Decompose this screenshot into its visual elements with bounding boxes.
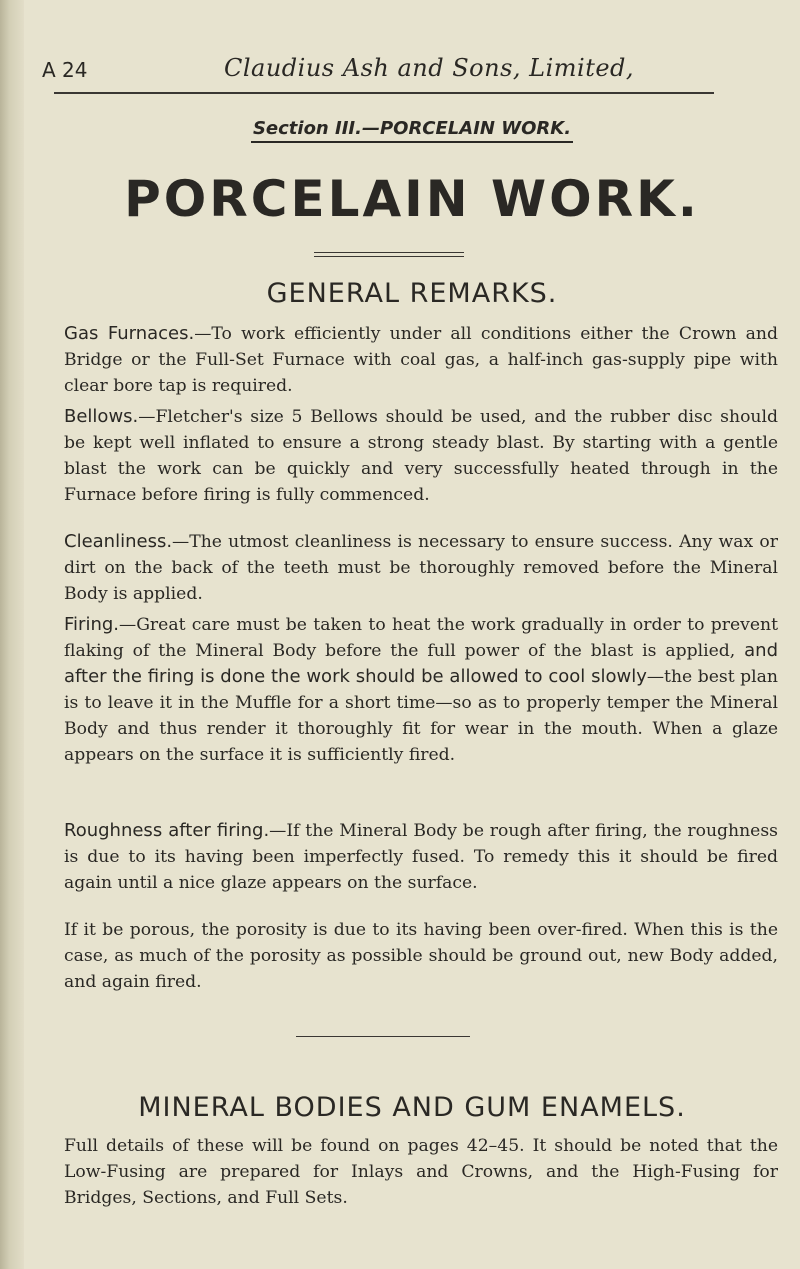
title-divider <box>314 252 464 253</box>
roughness-heading: Roughness after firing. <box>64 820 270 841</box>
firing-heading: Firing. <box>64 614 120 635</box>
section-label: Section III.—PORCELAIN WORK. <box>24 118 800 139</box>
page-header <box>42 52 780 86</box>
firing-emphasis: and after the firing is done the work should be allowed to cool slowly <box>64 640 779 687</box>
page-title: PORCELAIN WORK. <box>124 170 700 228</box>
bellows-heading: Bellows. <box>64 406 139 427</box>
header-rule <box>54 92 714 94</box>
mineral-bodies-paragraph: Full details of these will be found on pages 42–45. It should be noted that the Low-Fusing are prepared for Inlays and Crowns, and the High-Fusing for Bridges, Sections, and Full Sets. <box>64 1136 778 1208</box>
gas-furnaces-paragraph: Gas Furnaces.—To work efficiently under all conditions either the Crown and Bridge or the Full-Set Furnace with coal gas, a half-inch gas-supply pipe with clear bore tap is required. <box>64 323 778 396</box>
porosity-paragraph: If it be porous, the porosity is due to its having been over-fired. When this is the case, as much of the porosity as possible should be ground out, new Body added, and again fired. <box>64 920 778 992</box>
roughness-paragraph: Roughness after firing.—If the Mineral Body be rough after firing, the roughness is due to its having been imperfectly fused. To remedy this it should be fired again until a nice glaze appears on the surface. <box>64 820 778 893</box>
title-divider <box>314 256 464 257</box>
running-title: Claudius Ash and Sons, Limited, <box>224 54 635 82</box>
bellows-paragraph: Bellows.—Fletcher's size 5 Bellows should be used, and the rubber disc should be kept well inflated to ensure a strong steady blast. By starting with a gentle blast the work can be quickly and very successfully heated through in the Furnace before firing is fully commenced. <box>64 406 778 505</box>
mineral-bodies-heading: MINERAL BODIES AND GUM ENAMELS. <box>138 1092 686 1123</box>
general-remarks-heading: GENERAL REMARKS. <box>266 278 558 309</box>
page-number: A 24 <box>42 58 88 82</box>
gas-furnaces-heading: Gas Furnaces. <box>64 323 195 344</box>
cleanliness-heading: Cleanliness. <box>64 531 173 552</box>
book-binding-edge <box>0 0 24 1269</box>
cleanliness-paragraph: Cleanliness.—The utmost cleanliness is necessary to ensure success. Any wax or dirt on the back of the teeth must be thoroughly removed before the Mineral Body is applied. <box>64 531 778 604</box>
book-page <box>24 0 800 1269</box>
firing-paragraph: Firing.—Great care must be taken to heat the work gradually in order to prevent flaking of the Mineral Body before the full power of the blast is applied, and after the firing is done the work should be allowed to cool slowly—the best plan is to leave it in the Muffle for a short time—so as to properly temper the Mineral Body and thus render it thoroughly fit for wear in the mouth. When a glaze appears on the surface it is sufficiently fired. <box>64 614 779 765</box>
section-divider <box>296 1036 470 1037</box>
